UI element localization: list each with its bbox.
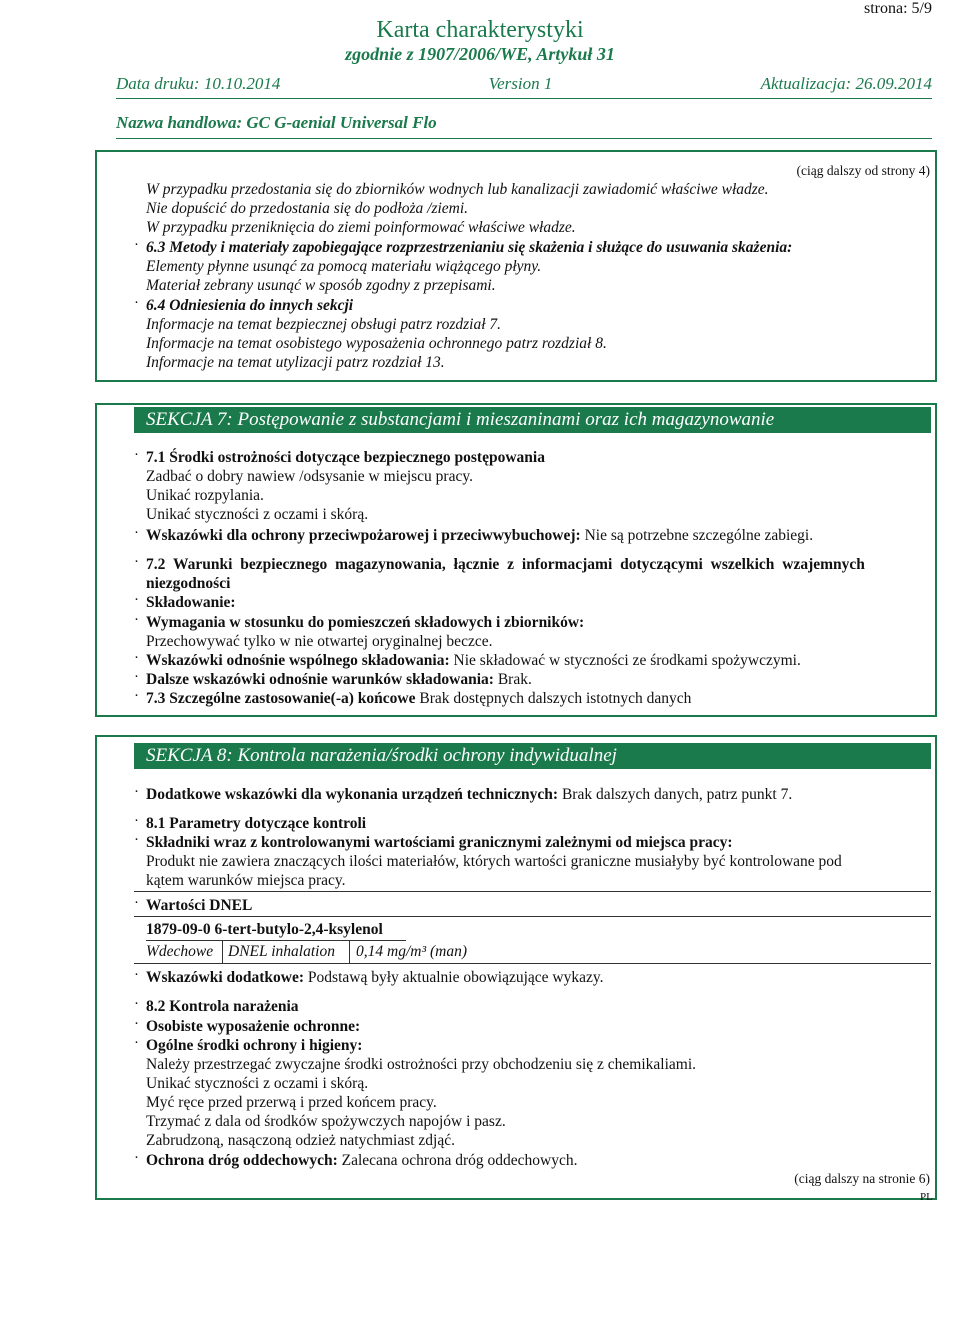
update-date: Aktualizacja: 26.09.2014 [760,74,932,93]
text-line: Elementy płynne usunąć za pomocą materiału wiążącego płyny. [146,258,542,275]
text-line: Informacje na temat utylizacji patrz rozdział 13. [146,354,445,371]
trade-name: Nazwa handlowa: GC G-aenial Universal Flo [116,113,437,132]
respiratory-line [146,1151,577,1170]
section-8-heading: SEKCJA 8: Kontrola narażenia/środki ochrony indywidualnej [134,743,931,769]
document-subtitle: zgodnie z 1907/2006/WE, Artykuł 31 [345,44,615,64]
technical-value: Brak dalszych danych, patrz punkt 7. [561,786,793,803]
storage-requirements-value: Przechowywać tylko w nie otwartej oryginalnej beczce. [146,633,493,650]
cell-border [349,941,350,963]
text-line: W przypadku przeniknięcia do ziemi poinformować właściwe władze. [146,219,576,236]
text-line: Nie dopuścić do przedostania się do podłoża /ziemi. [146,200,469,217]
text-line: Unikać styczności z oczami i skórą. [146,1075,369,1092]
divider [116,98,932,99]
additional-value: Podstawą były aktualnie obowiązujące wykazy. [307,969,604,986]
fire-label: Wskazówki dla ochrony przeciwpożarowej i przeciwwybuchowej: [146,527,581,544]
further-storage-line [146,670,532,689]
rule [134,963,931,964]
text-line: Informacje na temat bezpiecznej obsługi patrz rozdział 7. [146,316,502,333]
language-code: PL [920,1191,933,1203]
subsection-7-3-line [146,689,691,708]
technical-line [146,785,792,804]
text-line: Produkt nie zawiera znaczących ilości materiałów, których wartości graniczne musiałyby być kontrolowane pod [146,853,842,870]
document-title: Karta charakterystyki [376,17,584,43]
fire-protection-line [146,526,813,545]
text-line: W przypadku przedostania się do zbiorników wodnych lub kanalizacji zawiadomić właściwe władze. [146,181,769,198]
further-storage-value: Brak. [497,671,532,688]
text-line: kątem warunków miejsca pracy. [146,872,346,889]
text-line: Zabrudzoną, nasączoną odzież natychmiast zdjąć. [146,1132,455,1149]
subsection-7-3-label: 7.3 Szczególne zastosowanie(-a) końcowe [146,690,416,707]
version: Version 1 [488,74,553,93]
subsection-7-2-cont: niezgodności [146,575,231,592]
section-7-heading: SEKCJA 7: Postępowanie z substancjami i mieszaninami oraz ich magazynowanie [134,407,931,433]
additional-line [146,968,603,987]
substance-id: 1879-09-0 6-tert-butylo-2,4-ksylenol [146,921,383,938]
text-line: Unikać styczności z oczami i skórą. [146,506,369,523]
dnel-value: 0,14 mg/m³ (man) [356,943,467,960]
subsection-6-3: 6.3 Metody i materiały zapobiegające rozprzestrzenianiu się skażenia i służące do usuwania skażenia: [146,239,793,256]
text-line: Materiał zebrany usunąć w sposób zgodny z przepisami. [146,277,496,294]
rule [134,891,931,892]
subsection-8-1: 8.1 Parametry dotyczące kontroli [146,815,367,832]
subsection-8-2: 8.2 Kontrola narażenia [146,998,299,1015]
divider [116,138,932,139]
subsection-6-4: 6.4 Odniesienia do innych sekcji [146,297,354,314]
text-line: Informacje na temat osobistego wyposażenia ochronnego patrz rozdział 8. [146,335,607,352]
subsection-7-3-value: Brak dostępnych dalszych istotnych danych [419,690,692,707]
text-line: Zadbać o dobry nawiew /odsysanie w miejscu pracy. [146,468,473,485]
hygiene-label: Ogólne środki ochrony i higieny: [146,1037,363,1054]
cell-border [222,941,223,963]
text-line: Trzymać z dala od środków spożywczych napojów i pasz. [146,1113,506,1130]
technical-label: Dodatkowe wskazówki dla wykonania urządzeń technicznych: [146,786,559,803]
storage-label: Składowanie: [146,594,236,611]
text-line: Myć ręce przed przerwą i przed końcem pracy. [146,1094,437,1111]
fire-value: Nie są potrzebne szczególne zabiegi. [584,527,814,544]
respiratory-label: Ochrona dróg oddechowych: [146,1152,338,1169]
subsection-7-2: 7.2 Warunki bezpiecznego magazynowania, łącznie z informacjami dotyczącymi wszelkich wzajemnych [146,556,865,573]
print-date: Data druku: 10.10.2014 [116,74,281,93]
ppe-label: Osobiste wyposażenie ochronne: [146,1018,361,1035]
common-storage-label: Wskazówki odnośnie wspólnego składowania: [146,652,450,669]
text-line: Należy przestrzegać zwyczajne środki ostrożności przy obchodzeniu się z chemikaliami. [146,1056,697,1073]
respiratory-value: Zalecana ochrona dróg oddechowych. [341,1152,578,1169]
further-storage-label: Dalsze wskazówki odnośnie warunków składowania: [146,671,494,688]
meta-row [116,74,932,94]
components-label: Składniki wraz z kontrolowanymi wartościami granicznymi zależnymi od miejsca pracy: [146,834,733,851]
continued-on: (ciąg dalszy na stronie 6) [794,1171,930,1186]
storage-requirements-label: Wymagania w stosunku do pomieszczeń składowych i zbiorników: [146,614,585,631]
dnel-type: DNEL inhalation [228,943,335,960]
common-storage-line [146,651,801,670]
dnel-label: Wartości DNEL [146,897,253,914]
common-storage-value: Nie składować w styczności ze środkami spożywczymi. [453,652,801,669]
text-line: Unikać rozpylania. [146,487,264,504]
additional-label: Wskazówki dodatkowe: [146,969,305,986]
subsection-7-1: 7.1 Środki ostrożności dotyczące bezpiecznego postępowania [146,449,545,466]
dnel-route: Wdechowe [146,943,214,960]
continued-from: (ciąg dalszy od strony 4) [796,163,930,178]
rule [134,916,931,917]
page-number: strona: 5/9 [864,0,932,17]
